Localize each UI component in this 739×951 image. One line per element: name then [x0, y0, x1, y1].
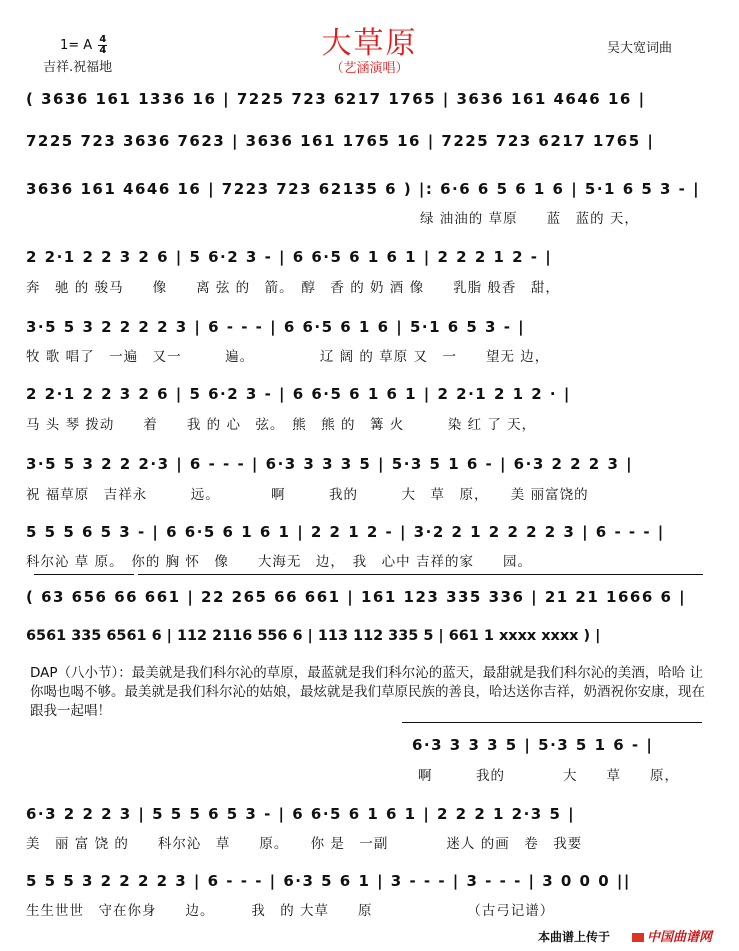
volta-bracket-2	[402, 722, 702, 729]
key-signature	[60, 35, 107, 56]
upload-note: 本曲谱上传于	[538, 930, 611, 944]
lyric-line-9: 生生世世 守在你身 边。 我 的 大草 原 （古弓记谱）	[26, 903, 555, 919]
lyric-line-8: 美 丽 富 饶 的 科尔沁 草 原。 你 是 一副 迷人 的画 卷 我要	[26, 836, 583, 852]
composer-credit: 吴大宽词曲	[607, 41, 673, 56]
performer-subtitle: （艺涵演唱）	[330, 61, 409, 76]
score-line-8: 5 5 5 6 5 3 - | 6 6·5 6 1 6 1 | 2 2 1 2 - | 3·2 2 1 2 2 2 2 3 | 6 - - - |	[26, 523, 665, 541]
dap-paragraph: DAP（八小节）：最美就是我们科尔沁的草原，最蓝就是我们科尔沁的蓝天，最甜就是我们科尔沁的美酒，哈哈 让你喝也喝不够。最美就是我们科尔沁的姑娘，最炫就是我们草原民族的善良，哈达送你吉祥，奶酒祝你安康，现在 跟我一起唱！	[30, 665, 705, 719]
site-logo[interactable]	[632, 926, 712, 945]
volta-bracket-1b	[138, 574, 703, 581]
score-line-11: 6·3 3 3 3 5 | 5·3 5 1 6 - |	[412, 736, 654, 754]
volta-bracket-1	[34, 574, 134, 581]
lyric-line-1: 绿 油油的 草原 蓝 蓝的 天，	[420, 211, 639, 227]
score-line-12: 6·3 2 2 2 3 | 5 5 5 6 5 3 - | 6 6·5 6 1 6 1 | 2 2 2 1 2·3 5 |	[26, 805, 576, 823]
score-line-9: ( 63 656 66 661 | 22 265 66 661 | 161 123 335 336 | 21 21 1666 6 |	[26, 588, 687, 606]
score-line-7: 3·5 5 3 2 2 2·3 | 6 - - - | 6·3 3 3 3 5 | 5·3 5 1 6 - | 6·3 2 2 2 3 |	[26, 455, 634, 473]
score-line-2: 7225 723 3636 7623 | 3636 161 1765 16 | 7225 723 6217 1765 |	[26, 132, 655, 150]
time-signature: $\frac{4}{4}$	[99, 34, 107, 56]
lyric-line-5: 祝 福草原 吉祥永 远。 啊 我的 大 草 原， 美 丽富饶的	[26, 487, 589, 503]
score-line-5: 3·5 5 3 2 2 2 2 3 | 6 - - - | 6 6·5 6 1 6 | 5·1 6 5 3 - |	[26, 318, 526, 336]
site-name: 中国曲谱网	[647, 930, 713, 945]
lyric-line-2: 奔 驰 的 骏马 像 离 弦 的 箭。 醇 香 的 奶 酒 像 乳脂 般香 甜，	[26, 280, 560, 296]
lyric-line-6: 科尔沁 草 原。 你的 胸 怀 像 大海无 边， 我 心中 吉祥的家 园。	[26, 554, 532, 570]
lyric-line-3: 牧 歌 唱了 一遍 又一 遍。 辽 阔 的 草原 又 一 望无 边，	[26, 349, 550, 365]
lyric-line-7: 啊 我的 大 草 原，	[418, 768, 679, 784]
flag-icon	[632, 933, 644, 942]
score-line-3: 3636 161 4646 16 | 7223 723 62135 6 ) |: 6·6 6 5 6 1 6 | 5·1 6 5 3 - |	[26, 180, 701, 198]
score-line-6: 2 2·1 2 2 3 2 6 | 5 6·2 3 - | 6 6·5 6 1 6 1 | 2 2·1 2 1 2 · |	[26, 385, 571, 403]
score-line-10: 6561 335 6561 6 | 112 2116 556 6 | 113 112 335 5 | 661 1 xxxx xxxx ) |	[26, 628, 601, 644]
score-line-4: 2 2·1 2 2 3 2 6 | 5 6·2 3 - | 6 6·5 6 1 6 1 | 2 2 2 1 2 - |	[26, 248, 553, 266]
score-line-13: 5 5 5 3 2 2 2 2 3 | 6 - - - | 6·3 5 6 1 | 3 - - - | 3 - - - | 3 0 0 0 ||	[26, 872, 631, 890]
page-title: 大草原	[321, 26, 418, 61]
key-label: 1= A	[60, 38, 93, 53]
blessing-text: 吉祥.祝福地	[43, 60, 113, 75]
lyric-line-4: 马 头 琴 拨动 着 我 的 心 弦。 熊 熊 的 篝 火 染 红 了 天，	[26, 417, 537, 433]
score-line-1: ( 3636 161 1336 16 | 7225 723 6217 1765 | 3636 161 4646 16 |	[26, 90, 646, 108]
